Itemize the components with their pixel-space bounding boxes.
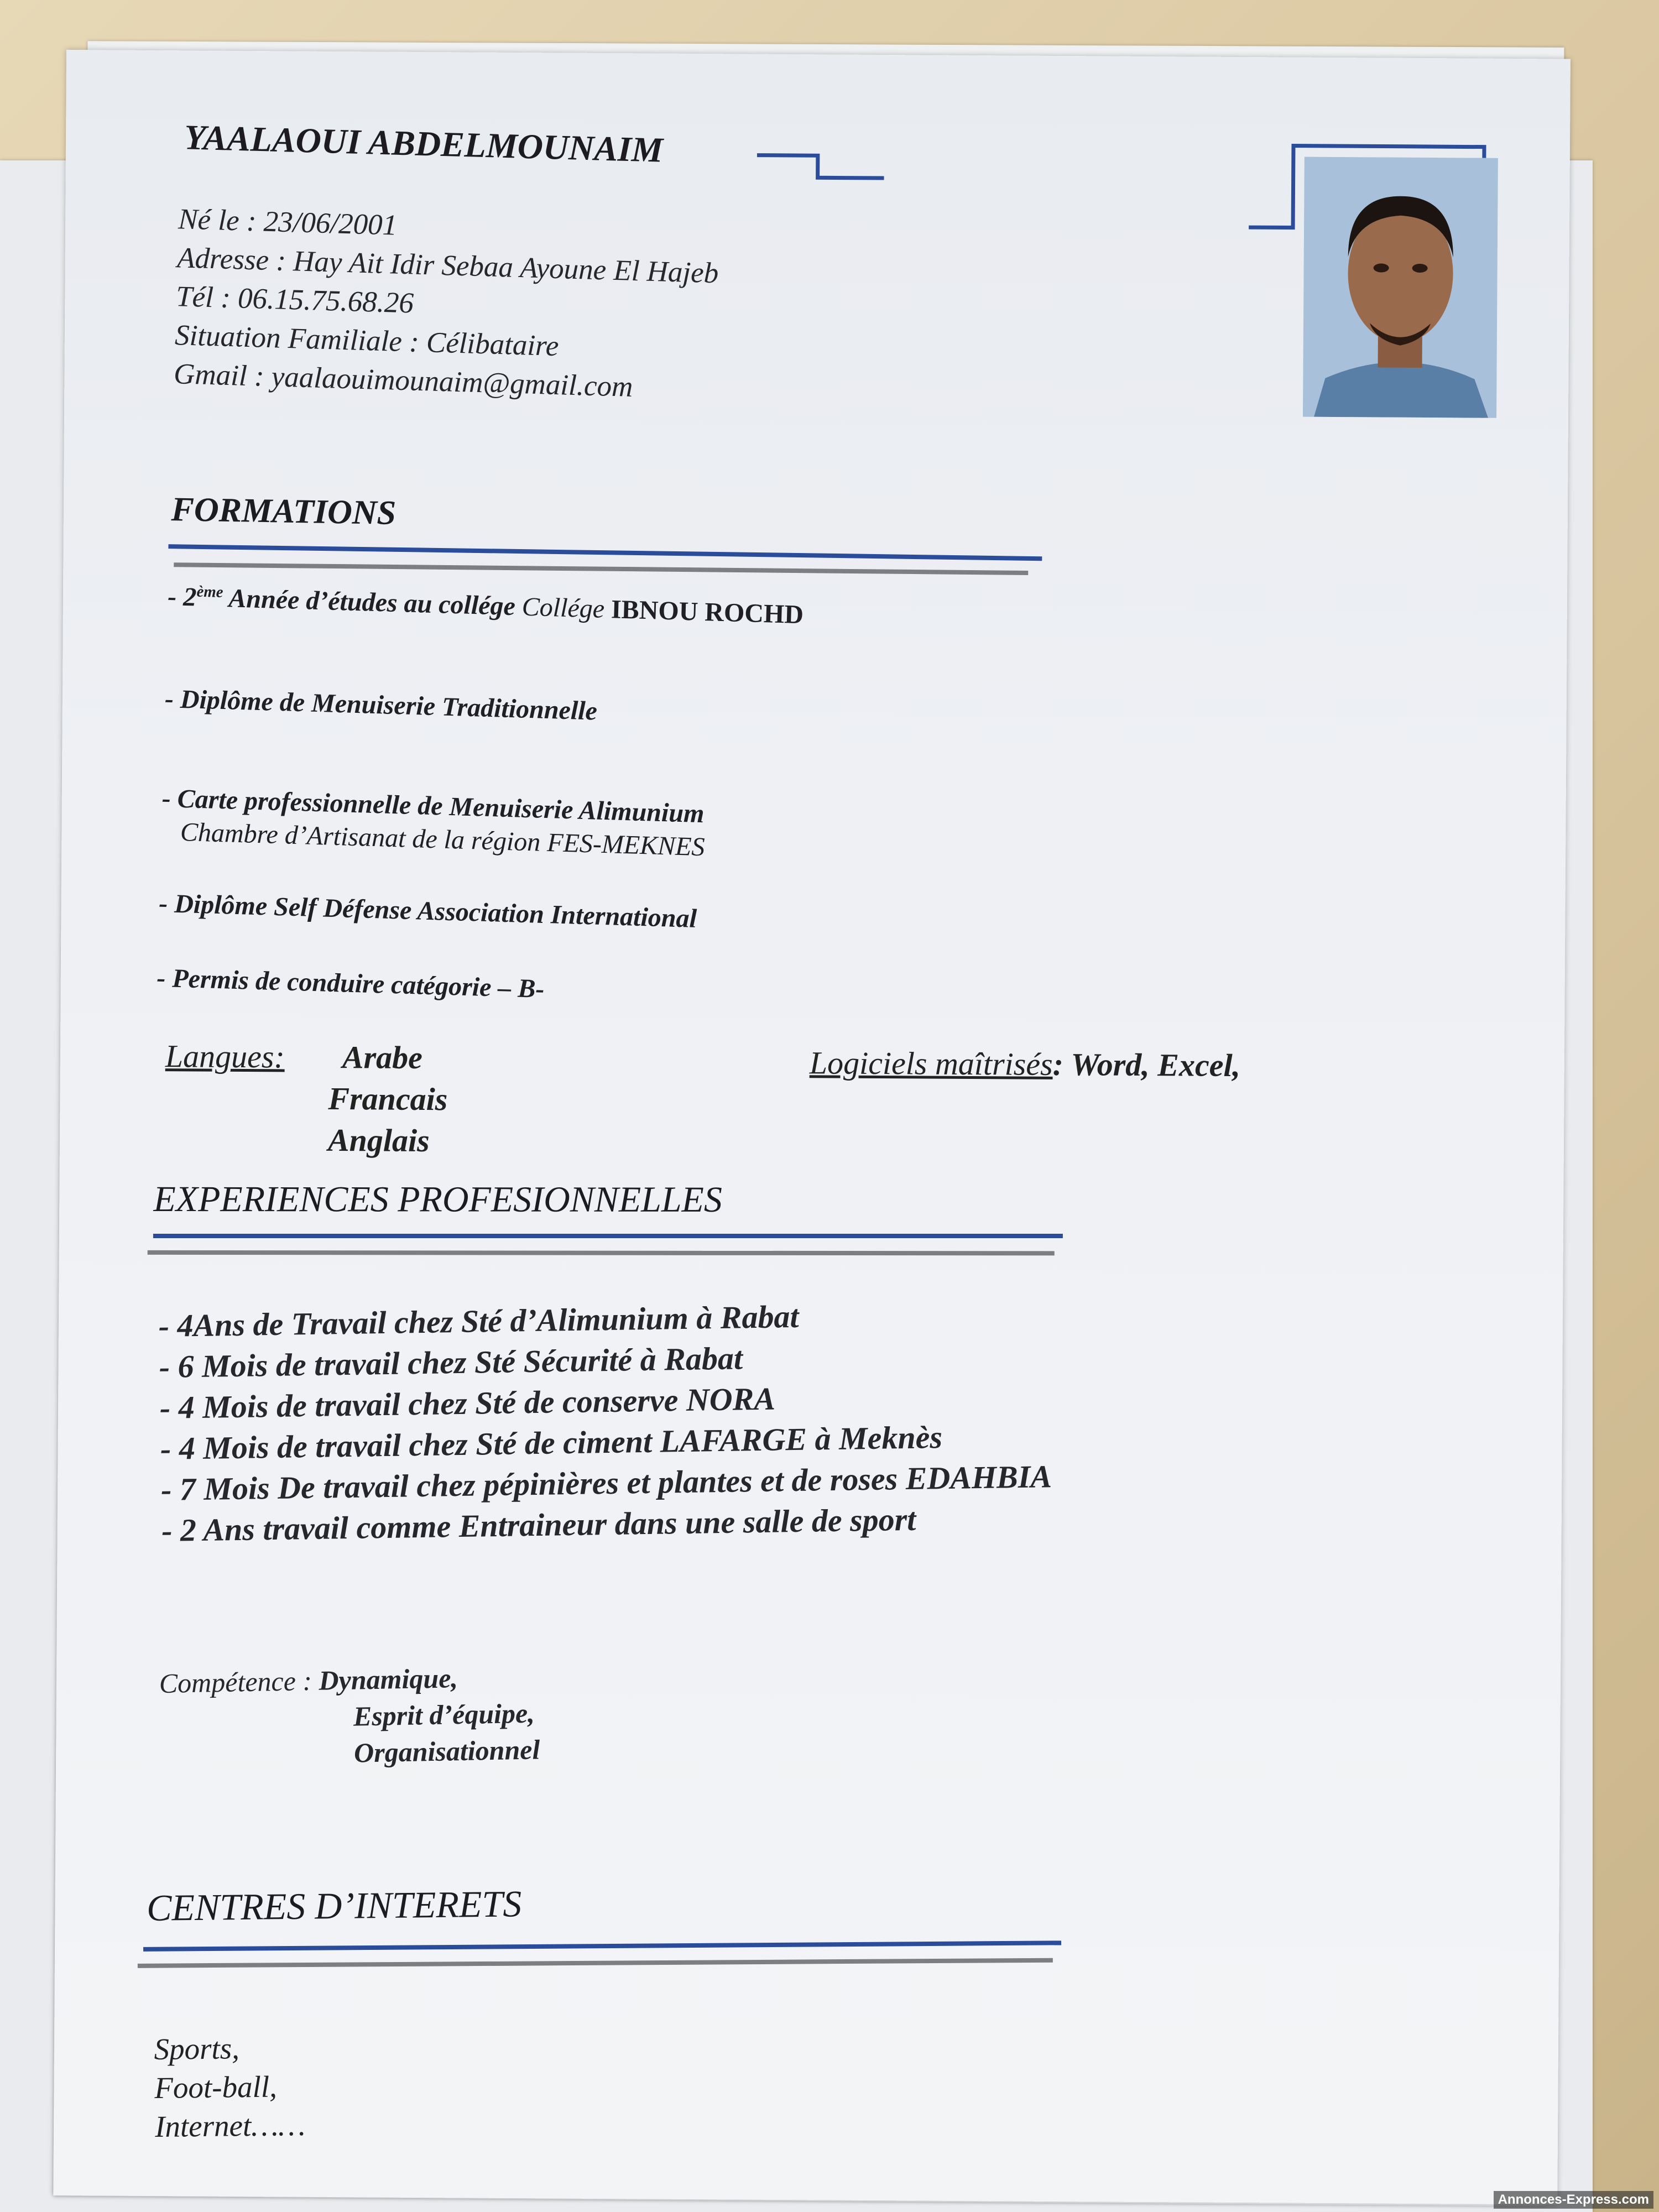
interest-item: Internet…… [154, 2107, 306, 2144]
competence-item: Organisationnel [353, 1734, 540, 1768]
languages-label: Langues: [165, 1038, 285, 1075]
software-label: Logiciels maîtrisés [809, 1045, 1053, 1082]
language-item: Anglais [327, 1121, 430, 1159]
formation-item-detail: Chambre d’Artisanat de la région FES-MEKNES [180, 817, 706, 862]
formation-item: - Carte professionnelle de Menuiserie Alimunium [161, 783, 705, 829]
formations-rule-grey [174, 562, 1028, 575]
interest-item: Sports, [154, 2031, 240, 2067]
formation-item: - Diplôme de Menuiserie Traditionnelle [164, 684, 598, 726]
language-item: Arabe [342, 1039, 423, 1076]
competence-item: Dynamique, [318, 1662, 458, 1696]
profile-photo [1303, 157, 1498, 418]
experiences-rule-blue [153, 1234, 1063, 1238]
birth-date: Né le : 23/06/2001 [178, 203, 398, 242]
interests-title: CENTRES D’INTERETS [146, 1882, 522, 1929]
experiences-title: EXPERIENCES PROFESIONNELLES [153, 1179, 722, 1220]
language-item: Francais [328, 1080, 448, 1118]
formation-item: - Permis de conduire catégorie – B- [156, 963, 545, 1004]
interest-item: Foot-ball, [154, 2069, 278, 2105]
email: Gmail : yaalaouimounaim@gmail.com [173, 358, 634, 404]
experience-item: - 2 Ans travail comme Entraineur dans une salle de sport [161, 1501, 916, 1549]
phone: Tél : 06.15.75.68.26 [175, 280, 414, 320]
marital-status: Situation Familiale : Célibataire [174, 319, 560, 363]
experience-item: - 4Ans de Travail chez Sté d’Alimunium à Rabat [158, 1298, 799, 1344]
experience-item: - 4 Mois de travail chez Sté de conserve NORA [159, 1380, 776, 1426]
name-decoration-line [757, 151, 884, 185]
experience-item: - 6 Mois de travail chez Sté Sécurité à Rabat [159, 1340, 743, 1385]
competence-label: Compétence : [159, 1665, 312, 1699]
experiences-list [158, 1292, 1052, 1551]
experience-item: - 7 Mois De travail chez pépinières et plantes et de roses EDAHBIA [160, 1458, 1052, 1508]
interests-rule-grey [138, 1958, 1053, 1968]
competence-block [159, 1658, 540, 1775]
competence-item: Esprit d’équipe, [353, 1697, 535, 1732]
cv-page [53, 50, 1571, 2205]
interests-list [154, 2028, 305, 2146]
experience-item: - 4 Mois de travail chez Sté de ciment LAFARGE à Meknès [160, 1419, 943, 1467]
personal-info [173, 200, 720, 409]
formation-item: - Diplôme Self Défense Association International [158, 888, 697, 933]
formations-title: FORMATIONS [170, 491, 397, 532]
site-watermark: Annonces-Express.com [1494, 2191, 1653, 2209]
interests-rule-blue [143, 1940, 1061, 1952]
formations-rule-blue [168, 544, 1042, 561]
address: Adresse : Hay Ait Idir Sebaa Ayoune El Hajeb [176, 242, 719, 290]
software-line [810, 1044, 1241, 1084]
software-value: : Word, Excel, [1052, 1046, 1241, 1084]
candidate-name: YAALAOUI ABDELMOUNAIM [184, 117, 664, 170]
formation-item: - 2ème Année d’études au collége Collége IBNOU ROCHD [167, 582, 804, 630]
experiences-rule-grey [148, 1250, 1055, 1255]
